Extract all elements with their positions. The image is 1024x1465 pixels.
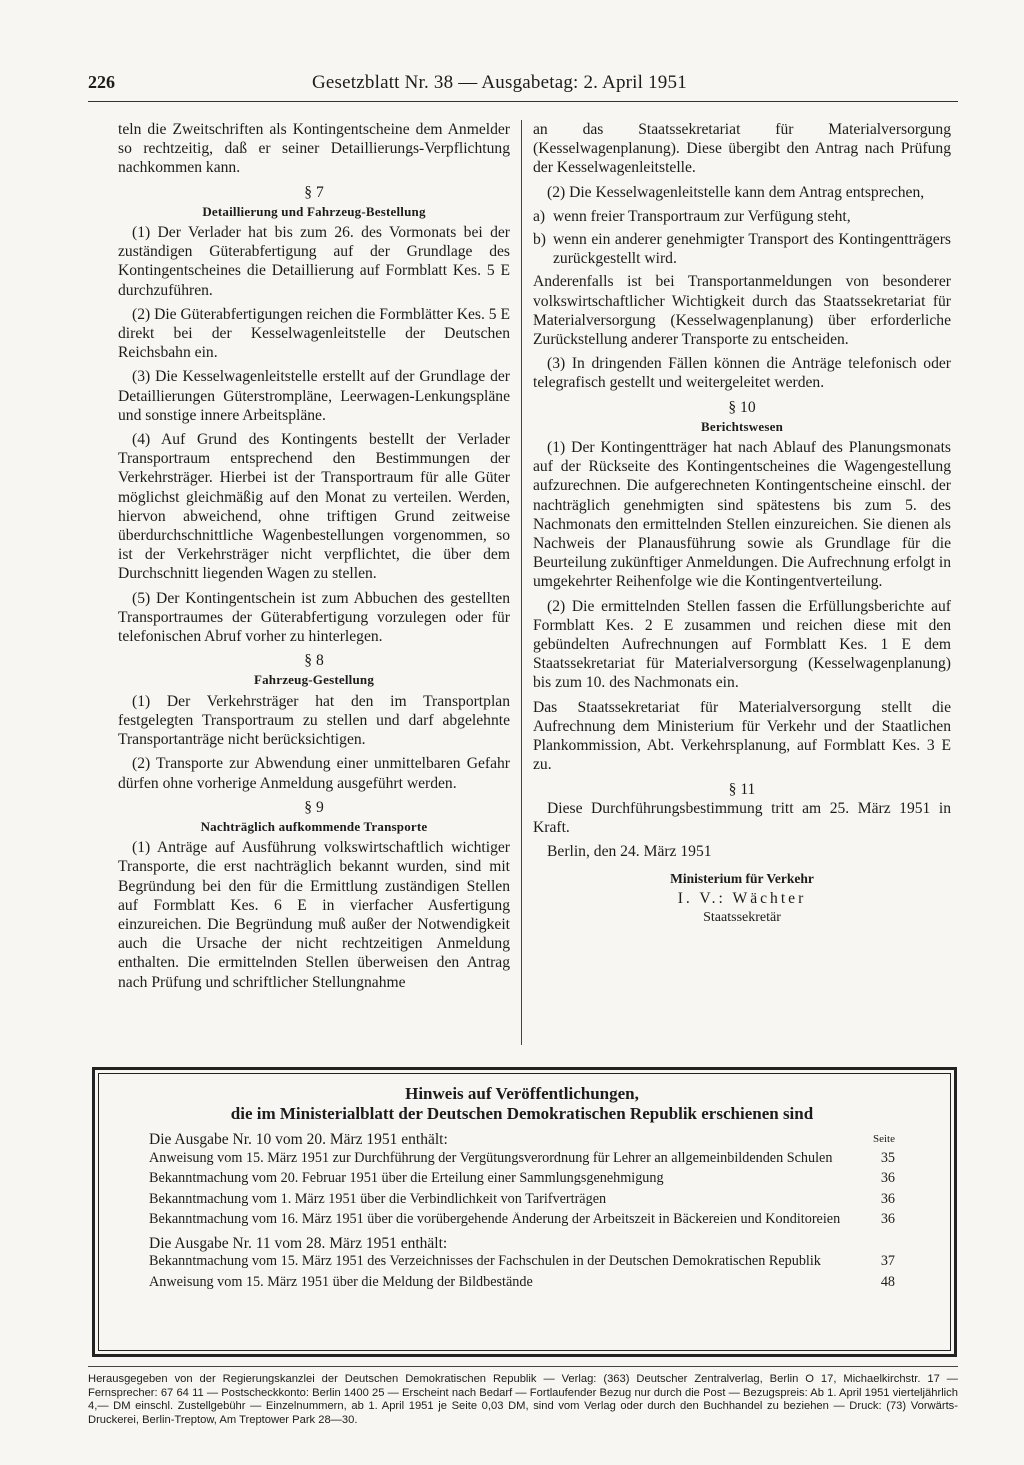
notice-entry [149,1275,895,1291]
entry-text: Bekanntmachung vom 16. März 1951 über die vorübergehende Änderung der Arbeitszeit in Bäckereien und Konditoreien [149,1212,841,1227]
list-item [533,207,951,226]
entry-page: 37 [880,1253,895,1269]
paragraph: (1) Der Verkehrsträger hat den im Transportplan festgelegten Transportraum zu stellen und darf abgelehnte Transportanträge nicht berücksichtigen. [118,692,510,749]
notice-subtitle: die im Ministerialblatt der Deutschen Demokratischen Republik erschienen sind [230,1104,814,1123]
entry-page: 35 [880,1149,895,1166]
section-number: § 7 [304,183,324,201]
paragraph: (5) Der Kontingentschein ist zum Abbuchen des gestellten Transportraumes der Güterabfertigung vorzulegen oder für telefonischen Abruf vorher zu hinterlegen. [118,589,510,646]
entry-page: 36 [880,1170,895,1186]
list-item-label: a) [533,207,546,225]
issue-heading-row [149,1236,895,1252]
section-title: Fahrzeug-Gestellung [253,672,375,688]
header-rule [88,101,958,102]
issue-heading: Die Ausgabe Nr. 10 vom 20. März 1951 enthält: [149,1131,448,1148]
signature-name: I. V.: Wächter [677,889,807,907]
paragraph: (2) Transporte zur Abwendung einer unmittelbaren Gefahr dürfen ohne vorherige Anmeldung ausgeführt werden. [118,755,510,792]
entry-text: Bekanntmachung vom 1. März 1951 über die Verbindlichkeit von Tarifverträgen [149,1191,607,1207]
notice-title: Hinweis auf Veröffentlichungen, [405,1084,639,1103]
paragraph: (2) Die Güterabfertigungen reichen die Formblätter Kes. 5 E direkt bei der Kesselwagenleitstelle der Deutschen Reichsbahn ein. [118,305,511,362]
section-number: § 11 [728,780,756,798]
left-column [118,120,510,997]
paragraph: (3) Die Kesselwagenleitstelle erstellt auf der Grundlage der Detaillierungen Güterstrompläne, Leerwagen-Lenkungspläne und sonstige innere Arbeitspläne. [118,368,510,424]
entry-text: Anweisung vom 15. März 1951 zur Durchführung der Vergütungsverordnung für Lehrer an allgemeinbildenden Schulen [149,1150,833,1166]
notice-entry [149,1212,895,1228]
issue-heading-row [149,1132,895,1148]
entry-text: Anweisung vom 15. März 1951 über die Meldung der Bildbestände [149,1274,533,1290]
list-item-label: b) [533,231,546,249]
section-number: § 8 [304,652,324,670]
paragraph: an das Staatssekretariat für Materialversorgung (Kesselwagenplanung). Diese übergibt den Antrag nach Prüfung der Kesselwagenleitstelle. [533,121,951,177]
paragraph: (1) Der Kontingentträger hat nach Ablauf des Planungsmonats auf der Rückseite des Kontingentscheines die Wagengestellung aufzurechnen. Die aufgerechneten Kontingentscheine einschl. der nachträglich genehmigten sind spätestens bis zum 5. des Nachmonats den ermittelnden Stellen einzureichen. Sie dienen als Nachweis der Planausführung sowie als Grundlage für die Beurteilung zukünftiger Anmeldungen. Die Aufrechnung erfolgt in umgekehrter Reihenfolge wie die Kontingentverteilung. [533,439,951,591]
signature-role: Staatssekretär [703,909,781,925]
list-item [533,230,951,268]
publication-notice [149,1084,895,1295]
imprint: Herausgegeben von der Regierungskanzlei der Deutschen Demokratischen Republik — Verlag: (363) Deutscher Zentralverlag, Berlin O 17, Michaelkirchstr. 17 — Fernsprecher: 67 64 11 — Postscheckkonto: Berlin 1400 25 — Erscheint nach Bedarf — Fortlaufender Bezug nur durch die Post — Bezugspreis: Ab 1. April 1951 vierteljährlich 4,— DM einschl. Zustellgebühr — Einzelnummern, ab 1. April 1951 je Seite 0,03 DM, sind vom Verlag oder durch den Buchhandel zu beziehen — Druck: (73) Vorwärts-Druckerei, Berlin-Treptow, Am Treptower Park 28—30. [88,1366,958,1427]
page-header [88,72,958,102]
notice-entry [149,1151,895,1167]
right-column [533,120,951,927]
column-divider [521,120,522,1045]
page-column-label: Seite [873,1133,895,1145]
place-date: Berlin, den 24. März 1951 [547,843,712,861]
notice-entry [149,1171,895,1187]
paragraph: teln die Zweitschriften als Kontingentscheine dem Anmelder so rechtzeitig, daß er seiner Detaillierungs-Verpflichtung nachkommen kann. [118,121,510,177]
paragraph: (4) Auf Grund des Kontingents bestellt der Verlader Transportraum entsprechend den Bestimmungen der Verkehrsträger. Hierbei ist der Transportraum für alle Güter möglichst gleichmäßig auf den Monat zu verteilen. Werden, hiervon abweichend, ohne triftigen Grund zeitweise überdurchschnittliche Wagenbestellungen vorgenommen, so ist der Verkehrsträger nicht verpflichtet, die über dem Durchschnitt liegenden Wagen zu stellen. [118,431,510,583]
entry-page: 48 [880,1273,895,1290]
list-item-text: wenn freier Transportraum zur Verfügung steht, [553,207,851,225]
entry-page: 36 [880,1190,895,1207]
section-title: Nachträglich aufkommende Transporte [200,818,428,834]
paragraph: (1) Der Verlader hat bis zum 26. des Vormonats bei der zuständigen Güterabfertigung auf der Grundlage des Kontingentscheines die Detaillierung auf Formblatt Kes. 5 E durchzuführen. [118,224,510,299]
section-title: Detaillierung und Fahrzeug-Bestellung [202,203,426,219]
paragraph: (3) In dringenden Fällen können die Anträge telefonisch oder telegrafisch gestellt und weitergeleitet werden. [533,355,951,392]
paragraph: Das Staatssekretariat für Materialversorgung stellt die Aufrechnung dem Ministerium für Verkehr und der Staatlichen Plankommission, Abt. Verkehrsplanung, auf Formblatt Kes. 3 E zu. [533,698,951,774]
entry-text: Bekanntmachung vom 20. Februar 1951 über die Erteilung einer Sammlungsgenehmigung [149,1171,664,1186]
paragraph: (1) Anträge auf Ausführung volkswirtschaftlich wichtiger Transporte, die erst nachträglich bekannt wurden, sind mit Begründung bei den für die Ermittlung zuständigen Stellen auf Formblatt Kes. 6 E in vierfacher Ausfertigung einzureichen. Die Begründung muß außer der Notwendigkeit auch die Ursache der nicht rechtzeitigen Anmeldung enthalten. Die ermittelnden Stellen überweisen den Antrag nach Prüfung und schriftlicher Stellungnahme [118,839,510,991]
signature-ministry: Ministerium für Verkehr [670,871,814,887]
list-item-text: wenn ein anderer genehmigter Transport des Kontingentträgers zurückgestellt wird. [553,231,951,268]
publication-notice-box [92,1067,957,1357]
notice-entry [149,1254,895,1270]
section-number: § 10 [728,398,756,416]
section-number: § 9 [304,798,324,816]
entry-text: Bekanntmachung vom 15. März 1951 des Verzeichnisses der Fachschulen in der Deutschen Demokratischen Republik [149,1254,821,1269]
paragraph: Anderenfalls ist bei Transportanmeldungen von besonderer volkswirtschaftlicher Wichtigkeit durch das Staatssekretariat für Materialversorgung (Kesselwagenplanung) über erforderliche Zurückstellung anderer Transporte zu entscheiden. [533,273,951,349]
paragraph: Diese Durchführungsbestimmung tritt am 25. März 1951 in Kraft. [533,799,951,836]
paragraph: (2) Die ermittelnden Stellen fassen die Erfüllungsberichte auf Formblatt Kes. 2 E zusammen und reichen diese mit den gebündelten Aufrechnungen auf Formblatt Kes. 1 E dem Staatssekretariat für Materialversorgung (Kesselwagenplanung) bis zum 10. des Nachmonats ein. [533,597,951,692]
paragraph: (2) Die Kesselwagenleitstelle kann dem Antrag entsprechen, [547,183,925,201]
header-title: Gesetzblatt Nr. 38 — Ausgabetag: 2. April 1951 [312,72,687,93]
issue-heading: Die Ausgabe Nr. 11 vom 28. März 1951 enthält: [149,1234,448,1252]
section-title: Berichtswesen [700,418,784,434]
notice-entry [149,1192,895,1208]
page-number: 226 [88,72,115,92]
entry-page: 36 [880,1211,895,1227]
